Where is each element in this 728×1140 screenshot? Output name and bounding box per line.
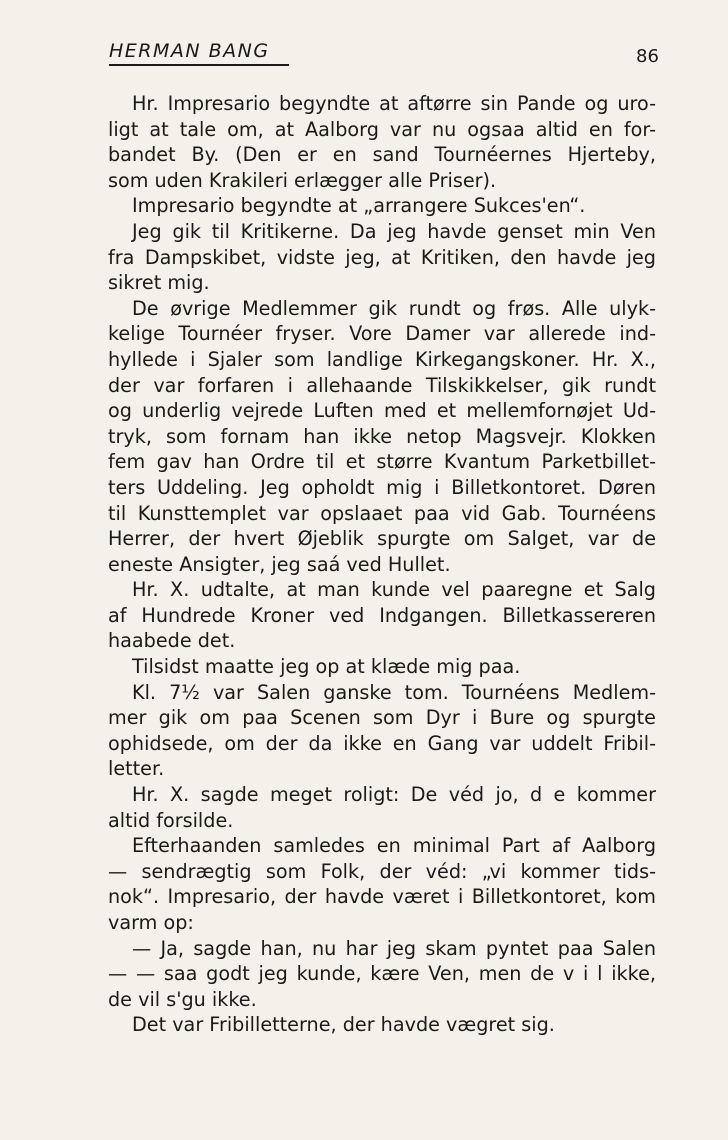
text-line: til Kunsttemplet var opslaaet paa vid Gab. Tournéens: [108, 501, 656, 525]
text-line: sikret mig.: [108, 271, 210, 295]
body-text: [108, 91, 656, 1038]
text-line: bandet By. (Den er en sand Tournéernes Hjerteby,: [108, 143, 656, 167]
text-line: — sendrægtig som Folk, der véd: „vi kommer tids-: [108, 859, 656, 883]
text-line: af Hundrede Kroner ved Indgangen. Billetkassereren: [108, 603, 656, 627]
text-line: Efterhaanden samledes en minimal Part af Aalborg: [132, 834, 656, 858]
text-line: hyllede i Sjaler som landlige Kirkegangskoner. Hr. X.,: [108, 347, 656, 371]
text-line: — — saa godt jeg kunde, kære Ven, men de v i l ikke,: [108, 962, 656, 986]
text-line: Herrer, der hvert Øjeblik spurgte om Salget, var de: [108, 527, 656, 551]
text-line: letter.: [108, 757, 165, 781]
text-line: der var forfaren i allehaande Tilskikkelser, gik rundt: [108, 373, 656, 397]
text-line: ophidsede, om der da ikke en Gang var uddelt Fribil-: [108, 731, 656, 755]
text-line: de vil s'gu ikke.: [108, 987, 257, 1011]
text-line: tryk, som fornam han ikke netop Magsvejr. Klokken: [108, 424, 656, 448]
text-line: Det var Fribilletterne, der havde vægret sig.: [132, 1013, 555, 1037]
text-line: Jeg gik til Kritikerne. Da jeg havde genset min Ven: [132, 219, 656, 243]
text-line: Hr. Impresario begyndte at aftørre sin Pande og uro-: [132, 92, 656, 115]
text-line: — Ja, sagde han, nu har jeg skam pyntet paa Salen: [132, 936, 656, 960]
text-line: eneste Ansigter, jeg saá ved Hullet.: [108, 552, 451, 576]
running-head-title: HERMAN BANG: [109, 40, 270, 62]
text-line: kelige Tournéer fryser. Vore Damer var allerede ind-: [108, 322, 656, 346]
text-line: nok“. Impresario, der havde været i Billetkontoret, kom: [108, 885, 656, 909]
text-line: fem gav han Ordre til et større Kvantum Parketbillet-: [108, 450, 656, 474]
text-line: som uden Krakileri erlægger alle Priser).: [108, 168, 497, 192]
text-line: Impresario begyndte at „arrangere Sukces'en“.: [132, 194, 586, 218]
text-line: Tilsidst maatte jeg op at klæde mig paa.: [132, 655, 521, 679]
text-line: Hr. X. udtalte, at man kunde vel paaregne et Salg: [132, 578, 656, 602]
text-line: Kl. 7½ var Salen ganske tom. Tournéens Medlem-: [132, 680, 656, 704]
text-line: Hr. X. sagde meget roligt: De véd jo, d e kommer: [132, 783, 656, 807]
text-line: De øvrige Medlemmer gik rundt og frøs. Alle ulyk-: [132, 296, 656, 320]
text-line: mer gik om paa Scenen som Dyr i Bure og spurgte: [108, 706, 656, 730]
text-line: og underlig vejrede Luften med et mellemfornøjet Ud-: [108, 399, 656, 423]
text-line: ligt at tale om, at Aalborg var nu ogsaa altid en for-: [108, 117, 656, 141]
text-line: varm op:: [108, 911, 194, 934]
header-underline: [109, 64, 289, 66]
page-number: 86: [636, 46, 659, 67]
text-line: altid forsilde.: [108, 808, 234, 832]
text-line: fra Dampskibet, vidste jeg, at Kritiken, den havde jeg: [108, 245, 656, 269]
text-line: ters Uddeling. Jeg opholdt mig i Billetkontoret. Døren: [108, 475, 656, 499]
text-line: haabede det.: [108, 629, 236, 653]
